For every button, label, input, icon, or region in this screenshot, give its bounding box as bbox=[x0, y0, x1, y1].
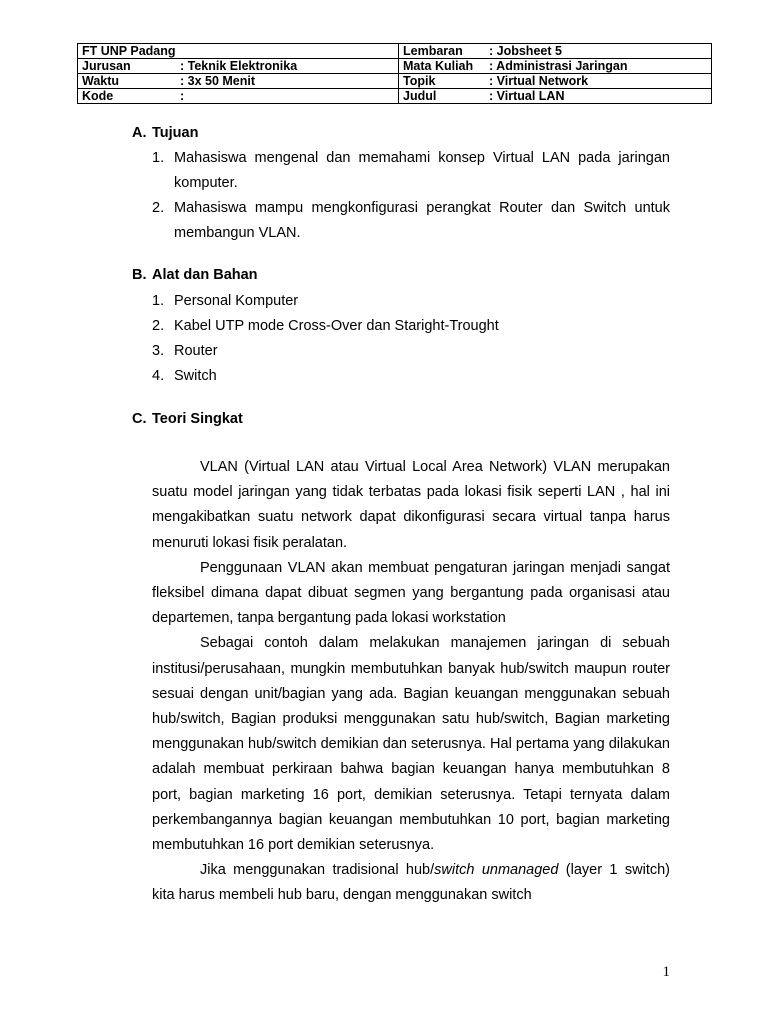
list-number: 1. bbox=[152, 150, 165, 166]
section-a-heading bbox=[132, 124, 198, 142]
paragraph-italic-text: switch unmanaged bbox=[434, 862, 559, 879]
section-c-body bbox=[152, 455, 670, 909]
header-cell bbox=[399, 59, 712, 74]
section-a-list bbox=[152, 146, 670, 246]
header-value: : Teknik Elektronika bbox=[180, 59, 298, 73]
paragraph-text: Jika menggunakan tradisional hub/ bbox=[200, 862, 435, 879]
header-cell bbox=[78, 74, 399, 89]
section-title: Tujuan bbox=[152, 125, 199, 141]
list-item bbox=[152, 146, 670, 196]
list-text: Personal Komputer bbox=[174, 293, 299, 309]
list-number: 1. bbox=[152, 293, 165, 309]
section-letter: B. bbox=[132, 267, 147, 283]
header-label: Topik bbox=[403, 74, 436, 88]
header-label: Mata Kuliah bbox=[403, 59, 474, 73]
header-value: : 3x 50 Menit bbox=[180, 74, 256, 88]
paragraph: Sebagai contoh dalam melakukan manajemen jaringan di sebuah institusi/perusahaan, mungkin membutuhkan banyak hub/switch maupun router sesuai dengan unit/bagian yang ada. Bagian keuangan menggunakan sebuah hub/switch, Bagian produksi menggunakan satu hub/switch, Bagian marketing menggunakan hub/switch demikian dan seterusnya. Hal pertama yang dilakukan adalah membuat perkiraan bahwa bagian keuangan hanya membutuhkan 8 port, bagian marketing 16 port, demikian seterusnya. Tetapi ternyata dalam perkembangannya bagian keuangan membutuhkan 10 port, bagian marketing membutuhkan 16 port demikian seterusnya. bbox=[152, 635, 670, 854]
header-value: : bbox=[180, 89, 185, 103]
header-row bbox=[78, 44, 712, 59]
paragraph: VLAN (Virtual LAN atau Virtual Local Area Network) VLAN merupakan suatu model jaringan yang tidak terbatas pada lokasi fisik seperti LAN , hal ini mengakibatkan suatu network dapat dikonfigurasi secara virtual tanpa harus menuruti lokasi fisik peralatan. bbox=[152, 459, 670, 551]
header-value: : Virtual Network bbox=[489, 74, 589, 88]
paragraph: Penggunaan VLAN akan membuat pengaturan jaringan menjadi sangat fleksibel dimana dapat dibuat segmen yang bergantung pada organisasi atau departemen, tanpa bergantung pada lokasi workstation bbox=[152, 559, 670, 627]
paragraph bbox=[152, 858, 670, 908]
header-value: : Virtual LAN bbox=[489, 89, 565, 103]
section-b-list bbox=[152, 289, 670, 389]
header-row bbox=[78, 74, 712, 89]
header-label: FT UNP Padang bbox=[82, 44, 176, 58]
list-text: Mahasiswa mengenal dan memahami konsep Virtual LAN pada jaringan komputer. bbox=[174, 150, 670, 191]
header-label: Jurusan bbox=[82, 59, 131, 73]
list-item bbox=[152, 314, 670, 339]
header-cell bbox=[78, 89, 399, 104]
header-table bbox=[77, 43, 712, 104]
header-cell bbox=[399, 44, 712, 59]
header-cell bbox=[399, 89, 712, 104]
section-title: Alat dan Bahan bbox=[152, 267, 258, 283]
list-number: 4. bbox=[152, 368, 165, 384]
header-cell bbox=[399, 74, 712, 89]
page-number: 1 bbox=[662, 964, 670, 980]
list-item bbox=[152, 289, 670, 314]
header-label: Judul bbox=[403, 89, 437, 103]
paragraph-text: (layer 1 switch) kita harus membeli hub baru, dengan menggunakan switch bbox=[152, 862, 670, 904]
list-number: 3. bbox=[152, 343, 165, 359]
header-value: : Administrasi Jaringan bbox=[489, 59, 628, 73]
header-label: Kode bbox=[82, 89, 114, 103]
section-letter: C. bbox=[132, 411, 147, 427]
list-text: Router bbox=[174, 343, 218, 359]
header-value: : Jobsheet 5 bbox=[489, 44, 562, 58]
section-title: Teori Singkat bbox=[152, 411, 243, 427]
list-text: Mahasiswa mampu mengkonfigurasi perangkat Router dan Switch untuk membangun VLAN. bbox=[174, 200, 670, 241]
list-item bbox=[152, 339, 670, 364]
list-item bbox=[152, 364, 670, 389]
section-b-heading bbox=[132, 266, 258, 284]
list-number: 2. bbox=[152, 200, 165, 216]
list-text: Switch bbox=[174, 368, 217, 384]
header-cell bbox=[78, 59, 399, 74]
header-cell bbox=[78, 44, 399, 59]
section-c-heading bbox=[132, 410, 243, 428]
header-row bbox=[78, 59, 712, 74]
header-label: Waktu bbox=[82, 74, 120, 88]
list-item bbox=[152, 196, 670, 246]
header-label: Lembaran bbox=[403, 44, 463, 58]
list-number: 2. bbox=[152, 318, 165, 334]
section-letter: A. bbox=[132, 125, 147, 141]
list-text: Kabel UTP mode Cross-Over dan Staright-Trought bbox=[174, 318, 499, 334]
header-row bbox=[78, 89, 712, 104]
